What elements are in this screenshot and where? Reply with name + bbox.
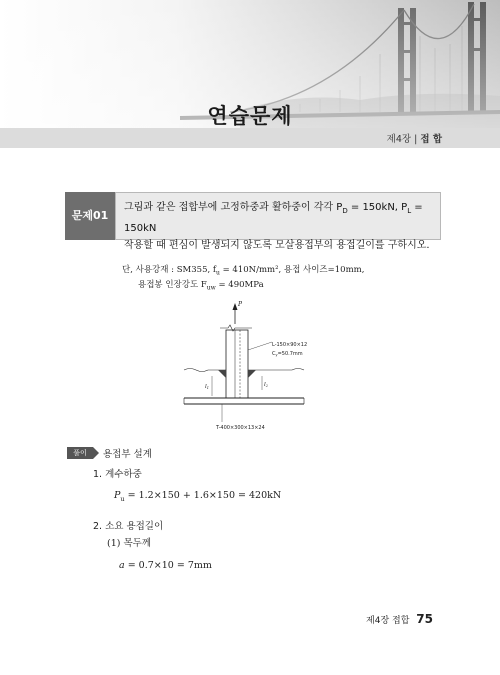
chapter-name: 접 합	[420, 134, 442, 145]
step-2-1-heading: (1) 목두께	[107, 538, 152, 549]
given-line1-start: 단, 사용강재 : SM355, f	[122, 265, 217, 275]
solution-title: 용접부 설계	[103, 449, 152, 460]
given-sub-uw: uw	[206, 284, 216, 292]
equation-factored-load	[114, 490, 281, 503]
angle-label: L-150×90×12	[272, 342, 308, 348]
problem-line-1	[124, 199, 440, 237]
chapter-label: 제4장	[386, 134, 412, 145]
solution-tag: 풀이	[67, 447, 93, 459]
given-line2-rest: = 490MPa	[215, 280, 264, 290]
problem-line1-mid: = 150kN, P	[347, 202, 408, 213]
solution-tag-arrow	[93, 447, 99, 459]
connection-diagram	[180, 298, 320, 438]
eq1-sub: u	[120, 494, 125, 503]
page-number: 75	[416, 612, 433, 626]
l2-label: l2	[264, 382, 268, 388]
problem-label: 문제01	[65, 192, 115, 240]
eq2-var: a	[119, 560, 125, 571]
weld-left	[218, 370, 226, 378]
given-line2-start: 용접봉 인장강도 F	[138, 280, 207, 290]
given-line1-rest: = 410N/mm², 용접 사이즈=10mm,	[219, 265, 365, 275]
problem-sub-l: L	[407, 207, 412, 215]
problem-sub-d: D	[342, 207, 348, 215]
eq1-var: P	[114, 490, 121, 501]
chapter-tag	[387, 131, 442, 145]
given-sub-u: u	[216, 269, 220, 277]
problem-line-2: 작용할 때 편심이 발생되지 않도록 모살용접부의 용접길이를 구하시오.	[124, 240, 430, 251]
problem-line1-end: = 150kN	[124, 202, 423, 234]
cy-label: $C_y=50.7mm$	[272, 351, 303, 357]
step-2-heading: 2. 소요 용접길이	[93, 521, 164, 532]
footer-chapter: 제4장 접합	[366, 616, 410, 626]
weld-right	[248, 370, 256, 378]
page-title: 연습문제	[207, 104, 293, 128]
chapter-divider: |	[414, 134, 421, 145]
header-banner	[0, 0, 500, 148]
problem-box	[65, 192, 441, 251]
page-footer	[366, 612, 433, 626]
l1-label: l1	[205, 384, 209, 390]
given-line-1	[122, 263, 364, 277]
angle-member	[226, 330, 248, 398]
problem-line1-start: 그림과 같은 접합부에 고정하중과 활하중이 각각 P	[124, 202, 343, 213]
load-arrow-head	[233, 303, 238, 310]
equation-throat	[119, 560, 212, 571]
load-label: P	[238, 301, 243, 308]
problem-text	[115, 192, 441, 251]
tee-label: T-400×300×13×24	[216, 425, 265, 431]
given-line-2	[138, 278, 264, 292]
eq2-rest: = 0.7×10 = 7mm	[124, 560, 212, 571]
step-1-heading: 1. 계수하중	[93, 469, 142, 480]
eq1-rest: = 1.2×150 + 1.6×150 = 420kN	[124, 490, 282, 501]
